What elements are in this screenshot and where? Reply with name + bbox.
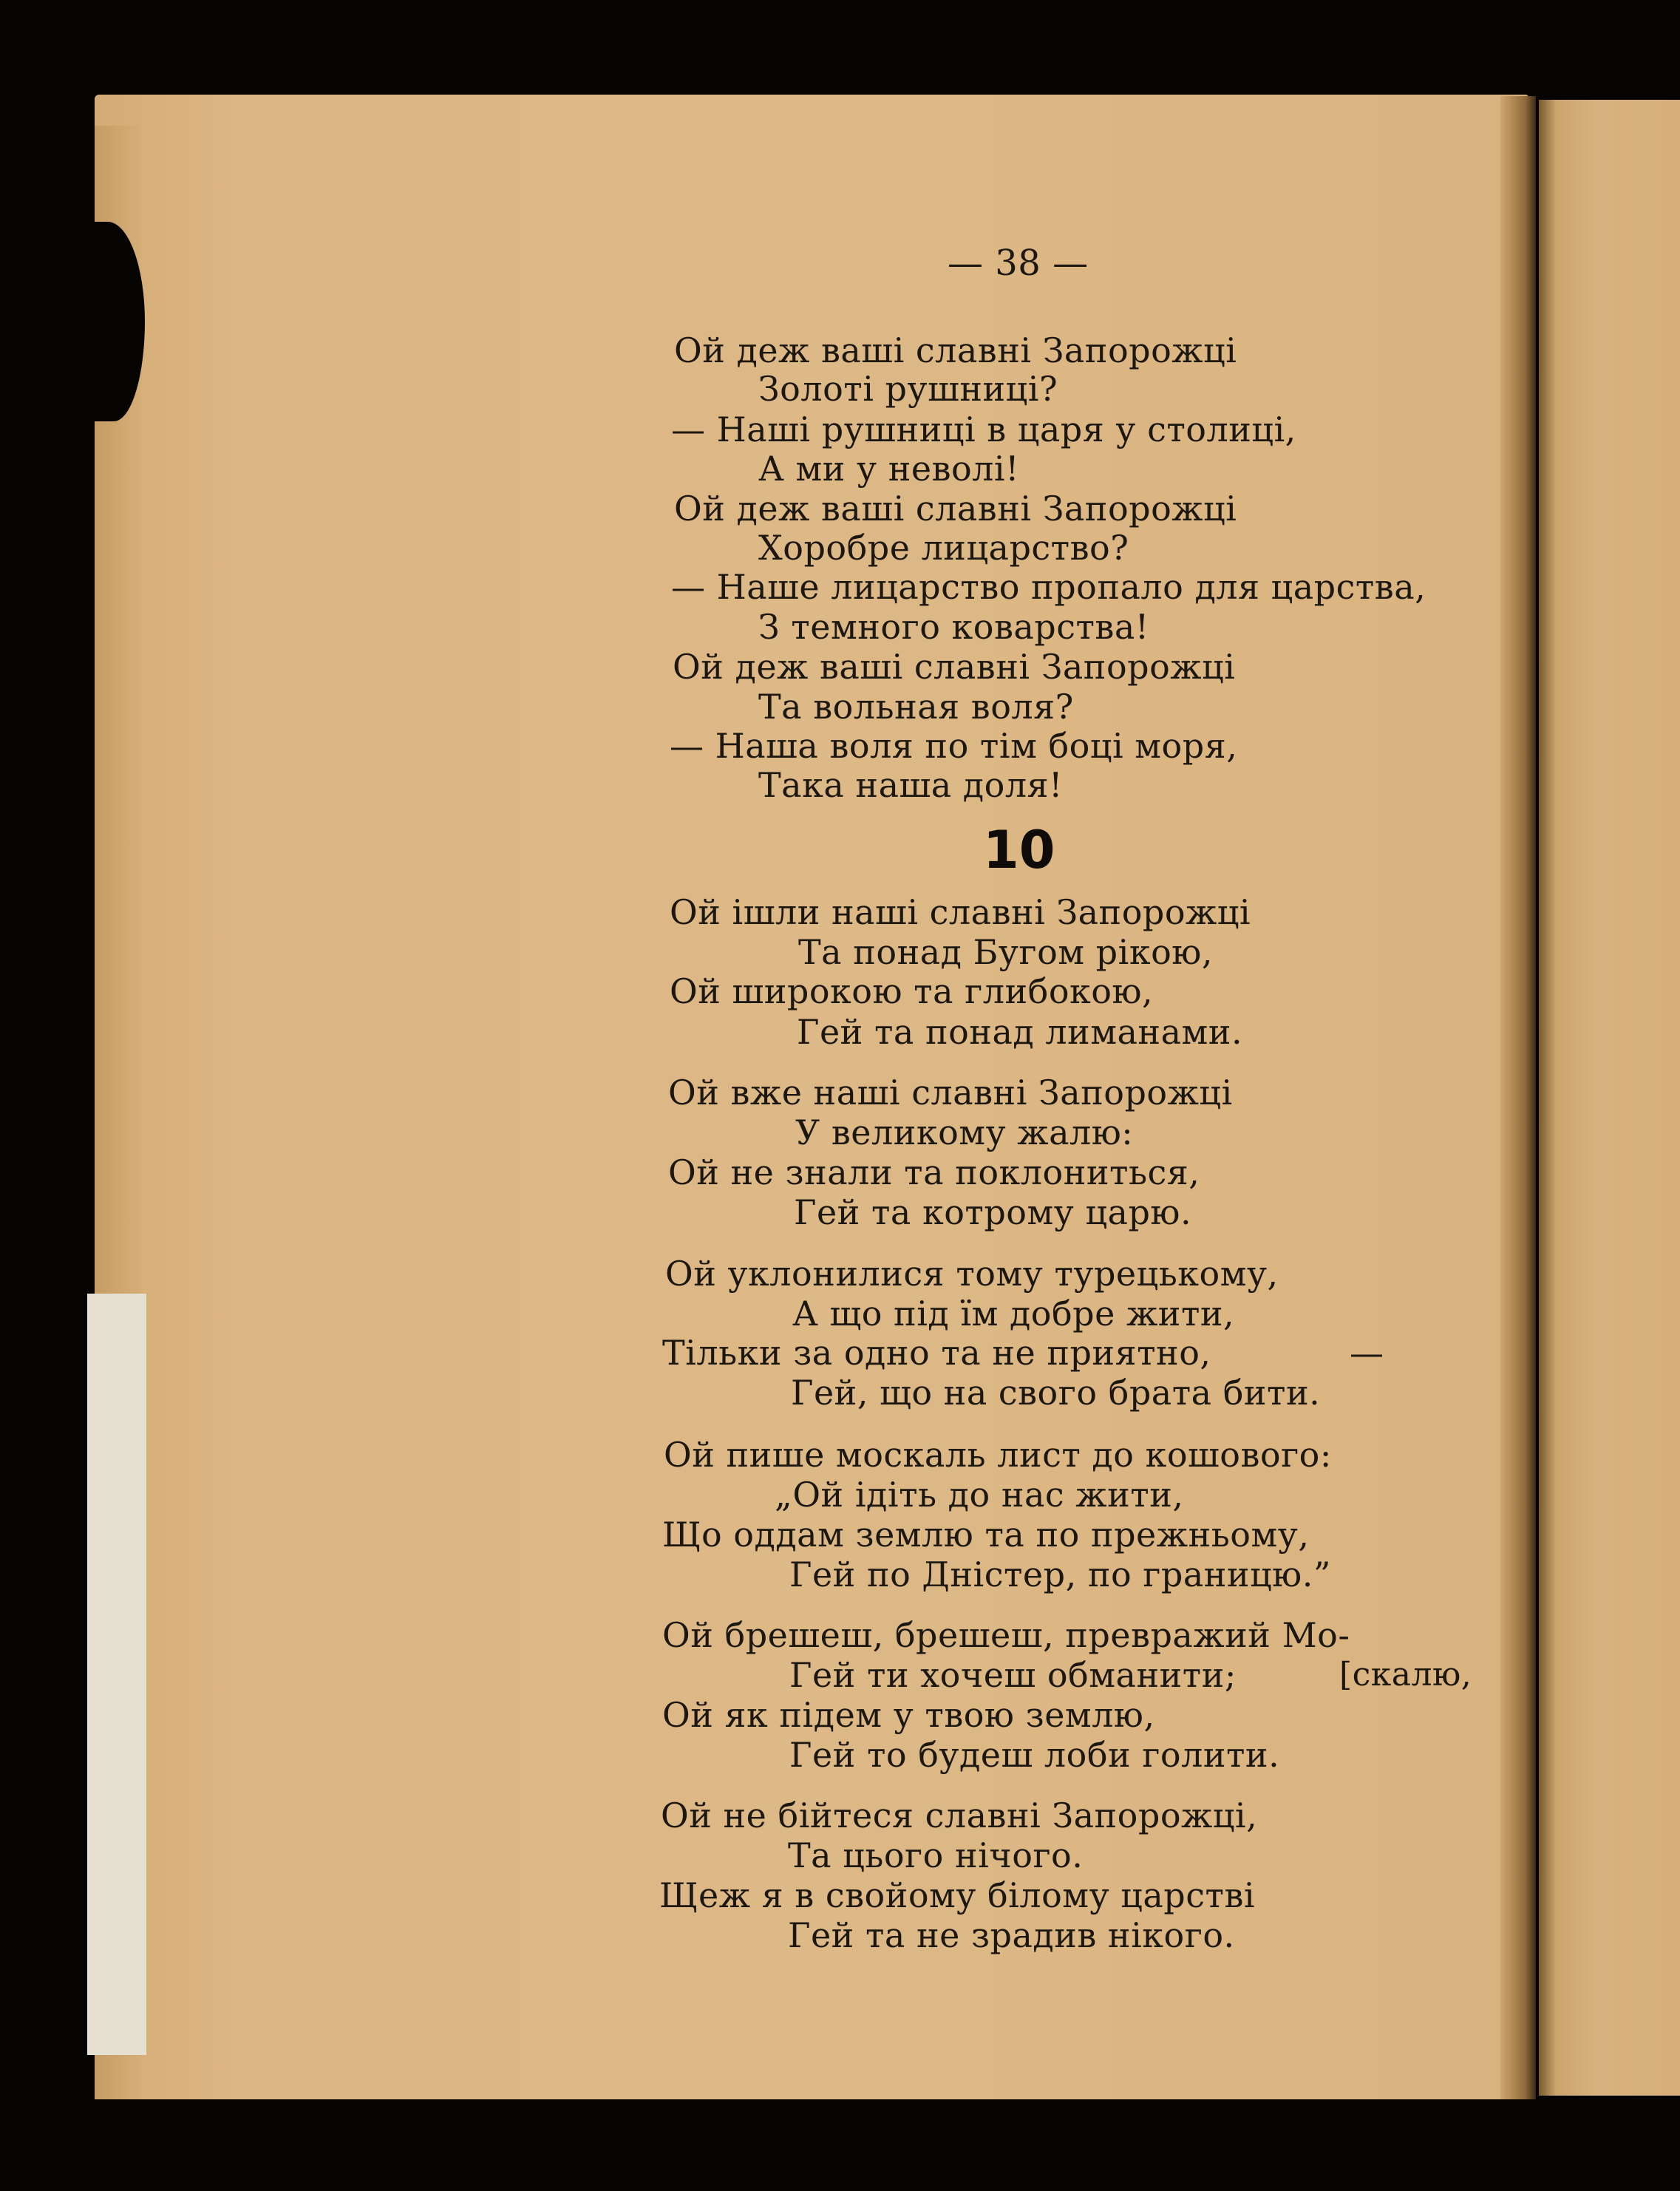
margin-dash: — xyxy=(1350,1333,1384,1373)
paper-strip xyxy=(87,1294,146,2055)
poem-line: Та вольная воля? xyxy=(758,687,1074,727)
poem-line: Хоробре лицарство? xyxy=(758,528,1129,568)
poem-line: Ой не знали та поклониться, xyxy=(668,1152,1200,1192)
poem-line: Ой деж ваші славні Запорожці xyxy=(673,647,1236,687)
poem-line: А ми у неволі! xyxy=(758,449,1020,489)
poem-line: Що оддам землю та по прежньому, xyxy=(662,1515,1310,1555)
poem-line: Така наша доля! xyxy=(758,765,1064,805)
poem-line: — Наша воля по тім боці моря, xyxy=(670,726,1238,766)
poem-line: Ой широкою та глибокою, xyxy=(670,971,1154,1011)
page-gutter-shadow xyxy=(1500,96,1536,2099)
poem-line: Ой брешеш, брешеш, превражий Мо- xyxy=(662,1615,1350,1655)
poem-line: Ой деж ваші славні Запорожці xyxy=(674,330,1237,370)
poem-line: Гей та не зрадив нікого. xyxy=(788,1915,1235,1955)
poem-line: У великому жалю: xyxy=(795,1113,1134,1152)
poem-line: Гей та понад лиманами. xyxy=(797,1012,1243,1052)
poem-line: Ой не бійтеся славні Запорожці, xyxy=(661,1796,1258,1835)
poem-line: Гей ти хочеш обманити; xyxy=(789,1655,1237,1695)
poem-line: Та понад Бугом рікою, xyxy=(798,932,1213,972)
poem-line: Ой ішли наші славні Запорожці xyxy=(670,892,1251,932)
poem-line: „Ой ідіть до нас жити, xyxy=(775,1475,1184,1515)
poem-line: — Наше лицарство пропало для царства, xyxy=(671,567,1426,607)
poem-line: Щеж я в свойому білому царстві xyxy=(659,1875,1256,1915)
poem-line: Гей та котрому царю. xyxy=(794,1192,1192,1232)
page-number: — 38 — xyxy=(948,242,1089,284)
poem-line: З темного коварства! xyxy=(758,607,1149,647)
poem-line: Ой деж ваші славні Запорожці xyxy=(674,489,1237,529)
wrapped-word-continuation: [скалю, xyxy=(1339,1656,1472,1694)
poem-line: А що під їм добре жити, xyxy=(792,1294,1235,1334)
poem-line: Золоті рушниці? xyxy=(758,369,1058,409)
opposite-page xyxy=(1539,100,1680,2096)
poem-line: Гей то будеш лоби голити. xyxy=(789,1735,1280,1775)
poem-line: Тільки за одно та не приятно, xyxy=(662,1333,1211,1373)
poem-line: Гей, що на свого брата бити. xyxy=(791,1373,1321,1413)
poem-line: Ой вже наші славні Запорожці xyxy=(668,1073,1233,1113)
song-number-heading: 10 xyxy=(983,820,1055,880)
poem-line: Гей по Дністер, по границю.” xyxy=(789,1555,1331,1594)
poem-line: Ой пише москаль лист до кошового: xyxy=(664,1435,1332,1475)
poem-line: Ой як підем у твою землю, xyxy=(662,1695,1155,1735)
poem-line: — Наші рушниці в царя у столиці, xyxy=(671,410,1296,449)
poem-line: Та цього нічого. xyxy=(788,1835,1084,1875)
poem-line: Ой уклонилися тому турецькому, xyxy=(665,1254,1279,1294)
